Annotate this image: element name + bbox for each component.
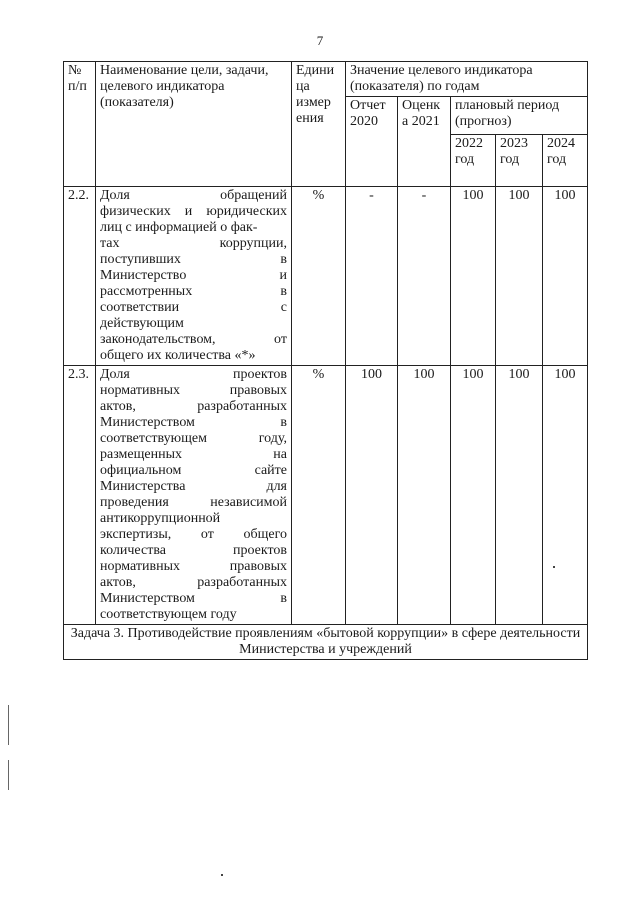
page-number: 7 (316, 33, 324, 48)
name-line: лиц с информацией о фак- (100, 220, 258, 235)
name-line: экспертизы, от общего (100, 527, 287, 542)
name-line: Министерства для (100, 479, 287, 494)
header-estimate (398, 97, 451, 187)
row-2022: 100 (451, 366, 496, 625)
header-planned: плановый период (прогноз) (451, 97, 588, 135)
row-number: 2.3. (64, 366, 96, 625)
header-unit-line: ения (296, 111, 324, 126)
header-unit-line: измер (296, 95, 331, 110)
header-estimate-line: Оценк (402, 98, 441, 113)
name-line: актов, разработанных (100, 399, 287, 414)
table-row (64, 366, 588, 625)
name-line: проведения независимой (100, 495, 287, 510)
scan-speck (221, 874, 223, 876)
header-unit-line: ца (296, 79, 310, 94)
name-line: общего их количества «*» (100, 348, 256, 363)
name-line: Доля проектов (100, 367, 287, 382)
row-2024: 100 (543, 187, 588, 366)
scan-speck (553, 566, 555, 568)
name-line: нормативных правовых (100, 383, 287, 398)
task-row (64, 625, 588, 660)
indicator-table (63, 61, 588, 660)
header-estimate-line: а 2021 (402, 114, 440, 129)
name-line: соответствии с (100, 300, 287, 315)
name-line: рассмотренных в (100, 284, 287, 299)
name-line: Министерство и (100, 268, 287, 283)
header-number (64, 62, 96, 187)
name-line: действующим (100, 316, 184, 331)
header-name-text: Наименование цели, задачи, целевого индикатора (показателя) (100, 63, 269, 110)
table-row (64, 187, 588, 366)
name-line: соответствующем году, (100, 431, 287, 446)
header-unit-line: Едини (296, 63, 335, 78)
header-year-2024: 2024 год (543, 135, 588, 187)
row-report: 100 (346, 366, 398, 625)
scan-edge-mark (8, 760, 9, 790)
row-number: 2.2. (64, 187, 96, 366)
name-line: количества проектов (100, 543, 287, 558)
row-name (96, 187, 292, 366)
name-line: соответствующем году (100, 607, 237, 622)
row-estimate: - (398, 187, 451, 366)
task-title: Задача 3. Противодействие проявлениям «бытовой коррупции» в сфере деятельности Министерства и учреждений (64, 625, 588, 660)
name-line: официальном сайте (100, 463, 287, 478)
row-unit: % (292, 187, 346, 366)
name-line: антикоррупционной (100, 511, 221, 526)
name-line: актов, разработанных (100, 575, 287, 590)
row-estimate: 100 (398, 366, 451, 625)
name-line: нормативных правовых (100, 559, 287, 574)
scan-edge-mark (8, 705, 9, 745)
header-year-2023: 2023 год (496, 135, 543, 187)
header-name (96, 62, 292, 187)
header-report: Отчет 2020 (346, 97, 398, 187)
row-2022: 100 (451, 187, 496, 366)
name-line: Министерством в (100, 591, 287, 606)
header-unit (292, 62, 346, 187)
name-line: поступивших в (100, 252, 287, 267)
name-line: Министерством в (100, 415, 287, 430)
name-line: тах коррупции, (100, 236, 287, 251)
name-line: законодательством, от (100, 332, 287, 347)
row-report: - (346, 187, 398, 366)
name-line: размещенных на (100, 447, 287, 462)
name-line: Доля обращений (100, 188, 287, 203)
row-2024: 100 (543, 366, 588, 625)
name-line: физических и юридических (100, 204, 287, 219)
row-name (96, 366, 292, 625)
row-2023: 100 (496, 366, 543, 625)
row-unit: % (292, 366, 346, 625)
header-year-2022: 2022 год (451, 135, 496, 187)
header-values-title: Значение целевого индикатора (показателя) по годам (346, 62, 588, 97)
header-number-text: № п/п (68, 63, 87, 94)
row-2023: 100 (496, 187, 543, 366)
